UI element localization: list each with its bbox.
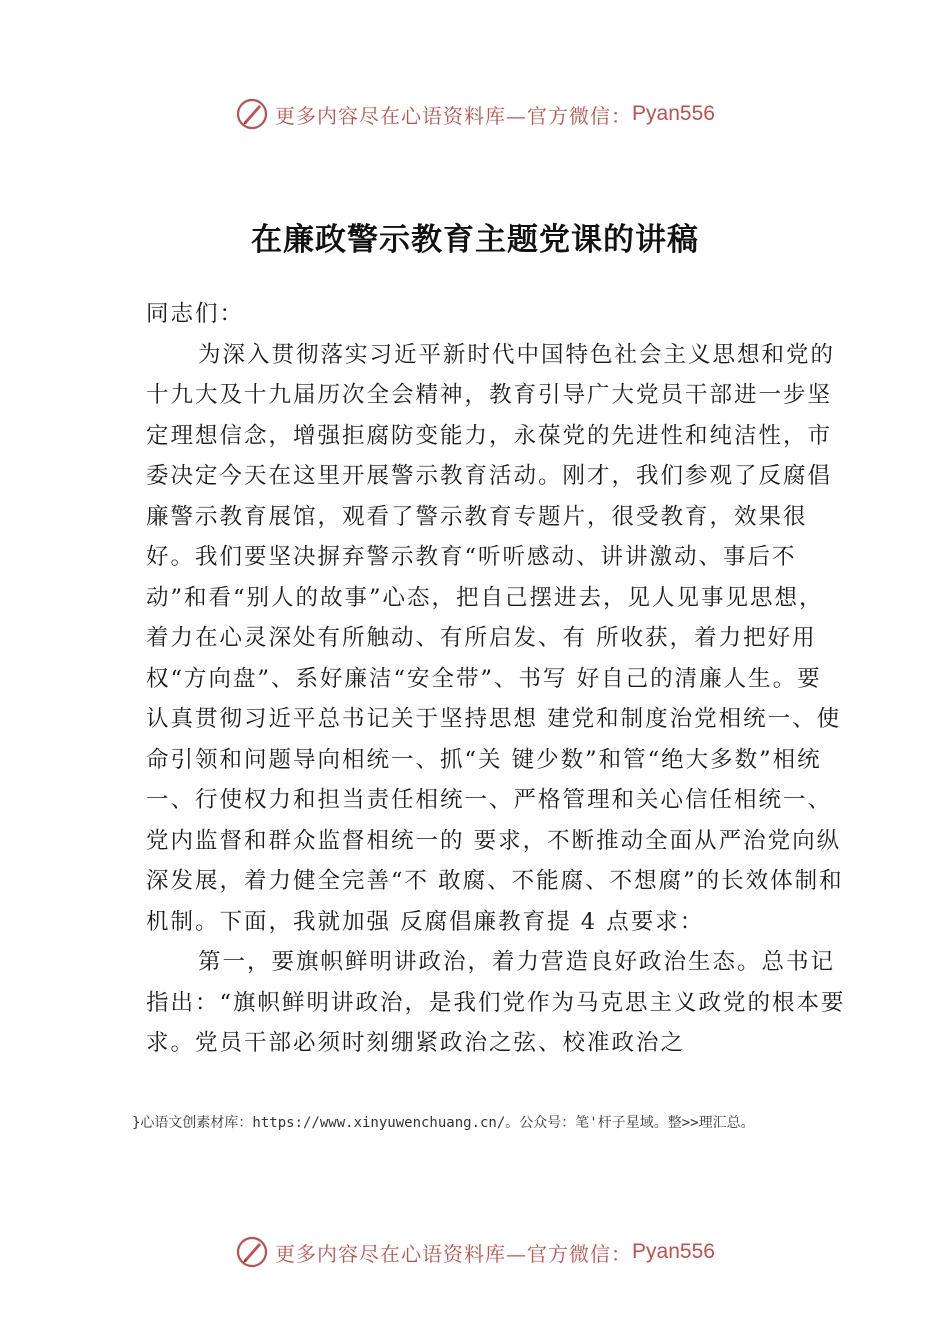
quill-pen-icon	[235, 97, 269, 131]
footer-watermark	[0, 1232, 950, 1272]
paragraph-intro: 为深入贯彻落实习近平新时代中国特色社会主义思想和党的十九大及十九届历次全会精神，教育引导广大党员干部进一步坚定理想信念，增强拒腐防变能力，永葆党的先进性和纯洁性，市委决定今天在这里开展警示教育活动。刚才，我们参观了反腐倡廉警示教育展馆，观看了警示教育专题片，很受教育，效果很好。我们要坚决摒弃警示教育“听听感动、讲讲激动、事后不动”和看“别人的故事”心态，把自己摆进去，见人见事见思想，着力在心灵深处有所触动、有所启发、有 所收获，着力把好用权“方向盘”、系好廉洁“安全带”、书写 好自己的清廉人生。要认真贯彻习近平总书记关于坚持思想 建党和制度治党相统一、使命引领和问题导向相统一、抓“关 键少数”和管“绝大多数”相统一、行使权力和担当责任相统一、严格管理和关心信任相统一、党内监督和群众监督相统一的 要求，不断推动全面从严治党向纵深发展，着力健全完善“不 敢腐、不能腐、不想腐”的长效体制和机制。下面，我就加强 反腐倡廉教育提 4 点要求：	[146, 341, 844, 935]
watermark-brand-text: 更多内容尽在心语资料库—官方微信：	[275, 1241, 633, 1266]
watermark-handle: Pyan556	[632, 1240, 715, 1263]
quill-pen-icon	[235, 1235, 269, 1269]
header-watermark	[0, 94, 950, 134]
source-footer-line: }心语文创素材库：https://www.xinyuwenchuang.cn/。公众号：笔'杆子星域。整>>理汇总。	[132, 1115, 755, 1131]
paragraph-point-one: 第一，要旗帜鲜明讲政治，着力营造良好政治生态。总书记指出：“旗帜鲜明讲政治，是我们党作为马克思主义政党的根本要求。党员干部必须时刻绷紧政治之弦、校准政治之	[146, 949, 846, 1056]
watermark-brand-text: 更多内容尽在心语资料库—官方微信：	[275, 103, 633, 128]
document-title: 在廉政警示教育主题党课的讲稿	[251, 222, 699, 258]
salutation: 同志们：	[146, 301, 245, 327]
document-body	[146, 294, 846, 1064]
watermark-handle: Pyan556	[632, 102, 715, 125]
